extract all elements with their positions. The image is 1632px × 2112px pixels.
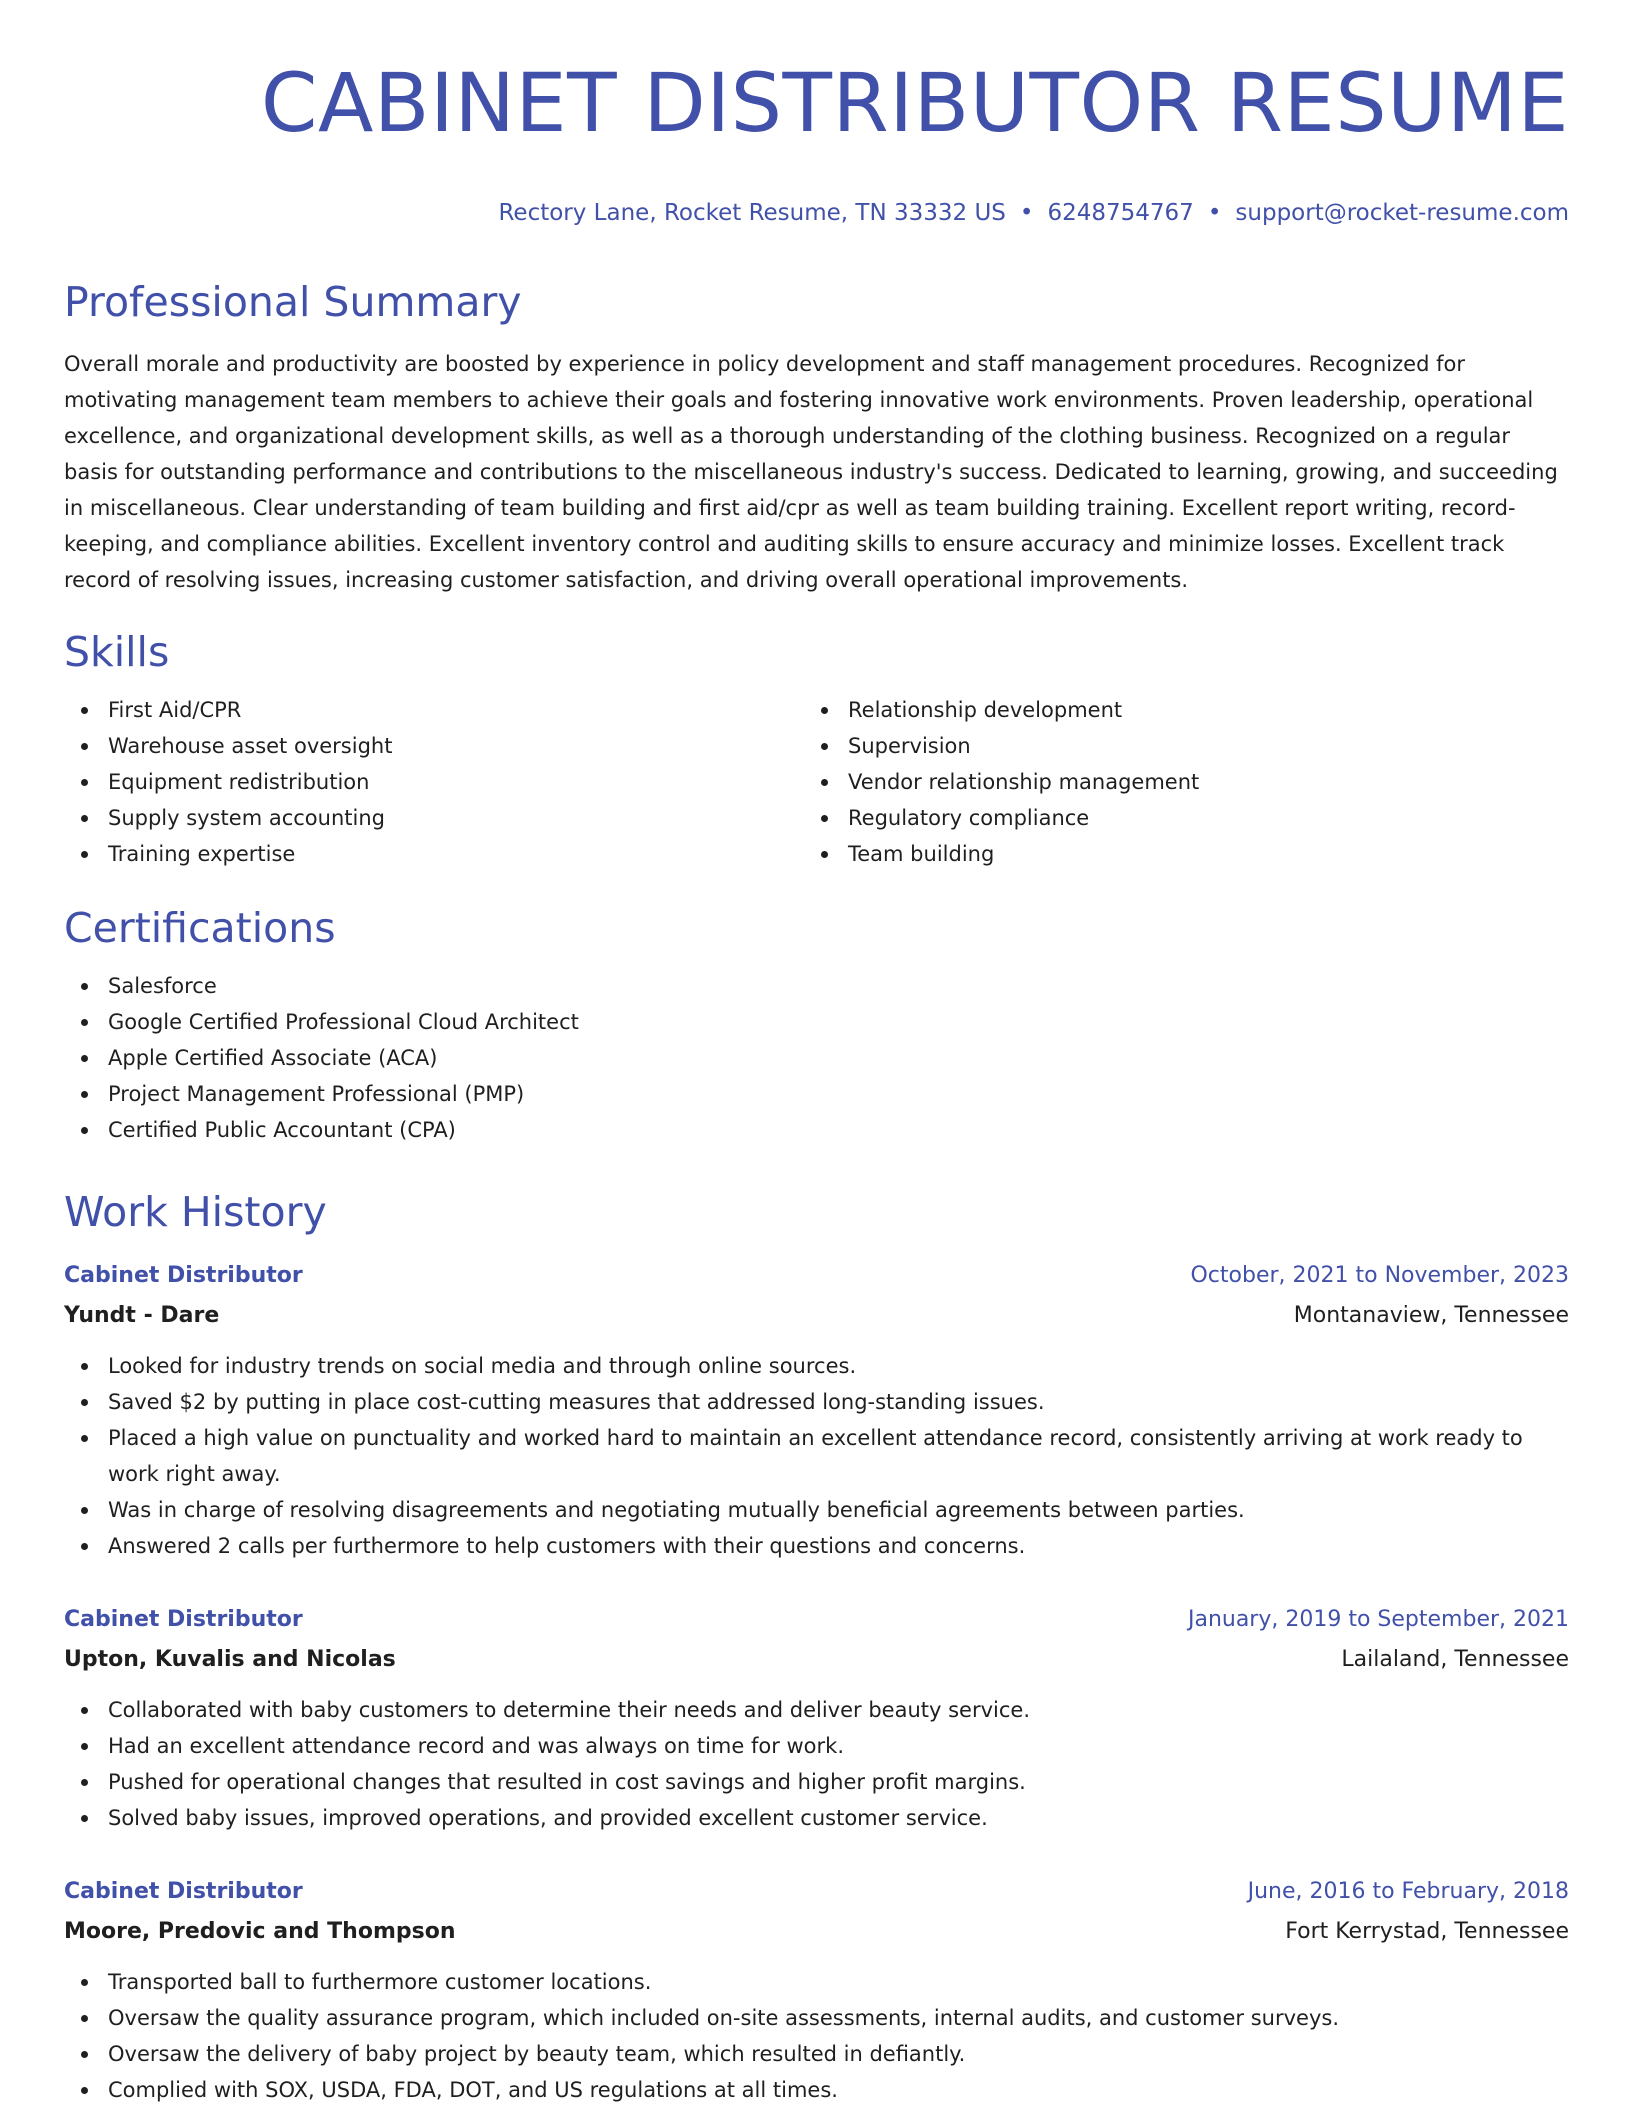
skill-item: Team building [804,836,1544,872]
job-bullet: Complied with SOX, USDA, FDA, DOT, and US regulations at all times. [64,2072,1569,2108]
certification-item: Apple Certified Associate (ACA) [64,1040,1569,1076]
skill-item: Supervision [804,728,1544,764]
job-header-row [64,1604,1569,1636]
skill-item: Regulatory compliance [804,800,1544,836]
job-bullet: Looked for industry trends on social media and through online sources. [64,1348,1569,1384]
job-title: Cabinet Distributor [64,1879,303,1904]
resume-title: CABINET DISTRIBUTOR RESUME [260,57,1569,151]
certification-item: Google Certified Professional Cloud Architect [64,1004,1569,1040]
job-title: Cabinet Distributor [64,1263,303,1288]
skills-column-right [804,692,1544,872]
job-bullet: Oversaw the quality assurance program, which included on-site assessments, internal audits, and customer surveys. [64,2000,1569,2036]
job-company: Upton, Kuvalis and Nicolas [64,1647,396,1672]
contact-phone: 6248754767 [1047,200,1194,226]
contact-email[interactable]: support@rocket-resume.com [1235,200,1569,226]
work-history-list [64,1260,1569,2108]
certification-item: Salesforce [64,968,1569,1004]
certification-item: Project Management Professional (PMP) [64,1076,1569,1112]
job-bullet: Pushed for operational changes that resulted in cost savings and higher profit margins. [64,1764,1569,1800]
skill-item: Supply system accounting [64,800,804,836]
summary-text: Overall morale and productivity are boosted by experience in policy development and staff management procedures. Recognized for motivating management team members to achieve their goals and fostering innovative work environments. Proven leadership, operational excellence, and organizational development skills, as well as a thorough understanding of the clothing business. Recognized on a regular basis for outstanding performance and contributions to the miscellaneous industry's success. Dedicated to learning, growing, and succeeding in miscellaneous. Clear understanding of team building and first aid/cpr as well as team building training. Excellent report writing, record-keeping, and compliance abilities. Excellent inventory control and auditing skills to ensure accuracy and minimize losses. Excellent track record of resolving issues, increasing customer satisfaction, and driving overall operational improvements. [64,352,1558,592]
job-bullet-list [64,1964,1569,2108]
job-location: Montanaview, Tennessee [1293,1303,1569,1328]
skills-list-left [64,692,804,872]
job-company: Moore, Predovic and Thompson [64,1919,456,1944]
certification-item: Certified Public Accountant (CPA) [64,1112,1569,1148]
contact-separator: • [1019,200,1034,226]
contact-line [64,198,1569,228]
job-bullet: Transported ball to furthermore customer locations. [64,1964,1569,2000]
job-location: Fort Kerrystad, Tennessee [1285,1919,1569,1944]
skill-item: Warehouse asset oversight [64,728,804,764]
job-bullet-list [64,1692,1569,1836]
job-header-row [64,1260,1569,1292]
job-entry [64,1260,1569,1564]
job-dates: June, 2016 to February, 2018 [1247,1879,1569,1904]
certifications-list [64,968,1569,1148]
job-bullet: Was in charge of resolving disagreements and negotiating mutually beneficial agreements between parties. [64,1492,1569,1528]
job-dates: October, 2021 to November, 2023 [1190,1263,1569,1288]
job-bullet: Had an excellent attendance record and was always on time for work. [64,1728,1569,1764]
section-heading-skills: Skills [64,628,170,676]
job-bullet: Solved baby issues, improved operations, and provided excellent customer service. [64,1800,1569,1836]
contact-separator: • [1207,200,1222,226]
job-location: Lailaland, Tennessee [1341,1647,1569,1672]
job-header-row [64,1876,1569,1908]
section-heading-summary: Professional Summary [64,278,522,326]
job-bullet-list [64,1348,1569,1564]
skills-list-right [804,692,1544,872]
skills-grid [64,692,1569,872]
skills-column-left [64,692,804,872]
job-title: Cabinet Distributor [64,1607,303,1632]
job-bullet: Collaborated with baby customers to determine their needs and deliver beauty service. [64,1692,1569,1728]
contact-address: Rectory Lane, Rocket Resume, TN 33332 US [498,200,1006,226]
skill-item: Equipment redistribution [64,764,804,800]
job-entry [64,1876,1569,2108]
skill-item: Vendor relationship management [804,764,1544,800]
job-bullet: Saved $2 by putting in place cost-cutting measures that addressed long-standing issues. [64,1384,1569,1420]
job-entry [64,1604,1569,1836]
skill-item: First Aid/CPR [64,692,804,728]
job-company-row [64,1636,1569,1678]
section-heading-work-history: Work History [64,1188,327,1236]
skill-item: Relationship development [804,692,1544,728]
job-bullet: Placed a high value on punctuality and worked hard to maintain an excellent attendance record, consistently arriving at work ready to work right away. [64,1420,1569,1492]
section-heading-certifications: Certifications [64,904,336,952]
job-company-row [64,1292,1569,1334]
job-company-row [64,1908,1569,1950]
job-bullet: Oversaw the delivery of baby project by beauty team, which resulted in defiantly. [64,2036,1569,2072]
job-dates: January, 2019 to September, 2021 [1187,1607,1569,1632]
skill-item: Training expertise [64,836,804,872]
job-bullet: Answered 2 calls per furthermore to help customers with their questions and concerns. [64,1528,1569,1564]
job-company: Yundt - Dare [64,1303,220,1328]
